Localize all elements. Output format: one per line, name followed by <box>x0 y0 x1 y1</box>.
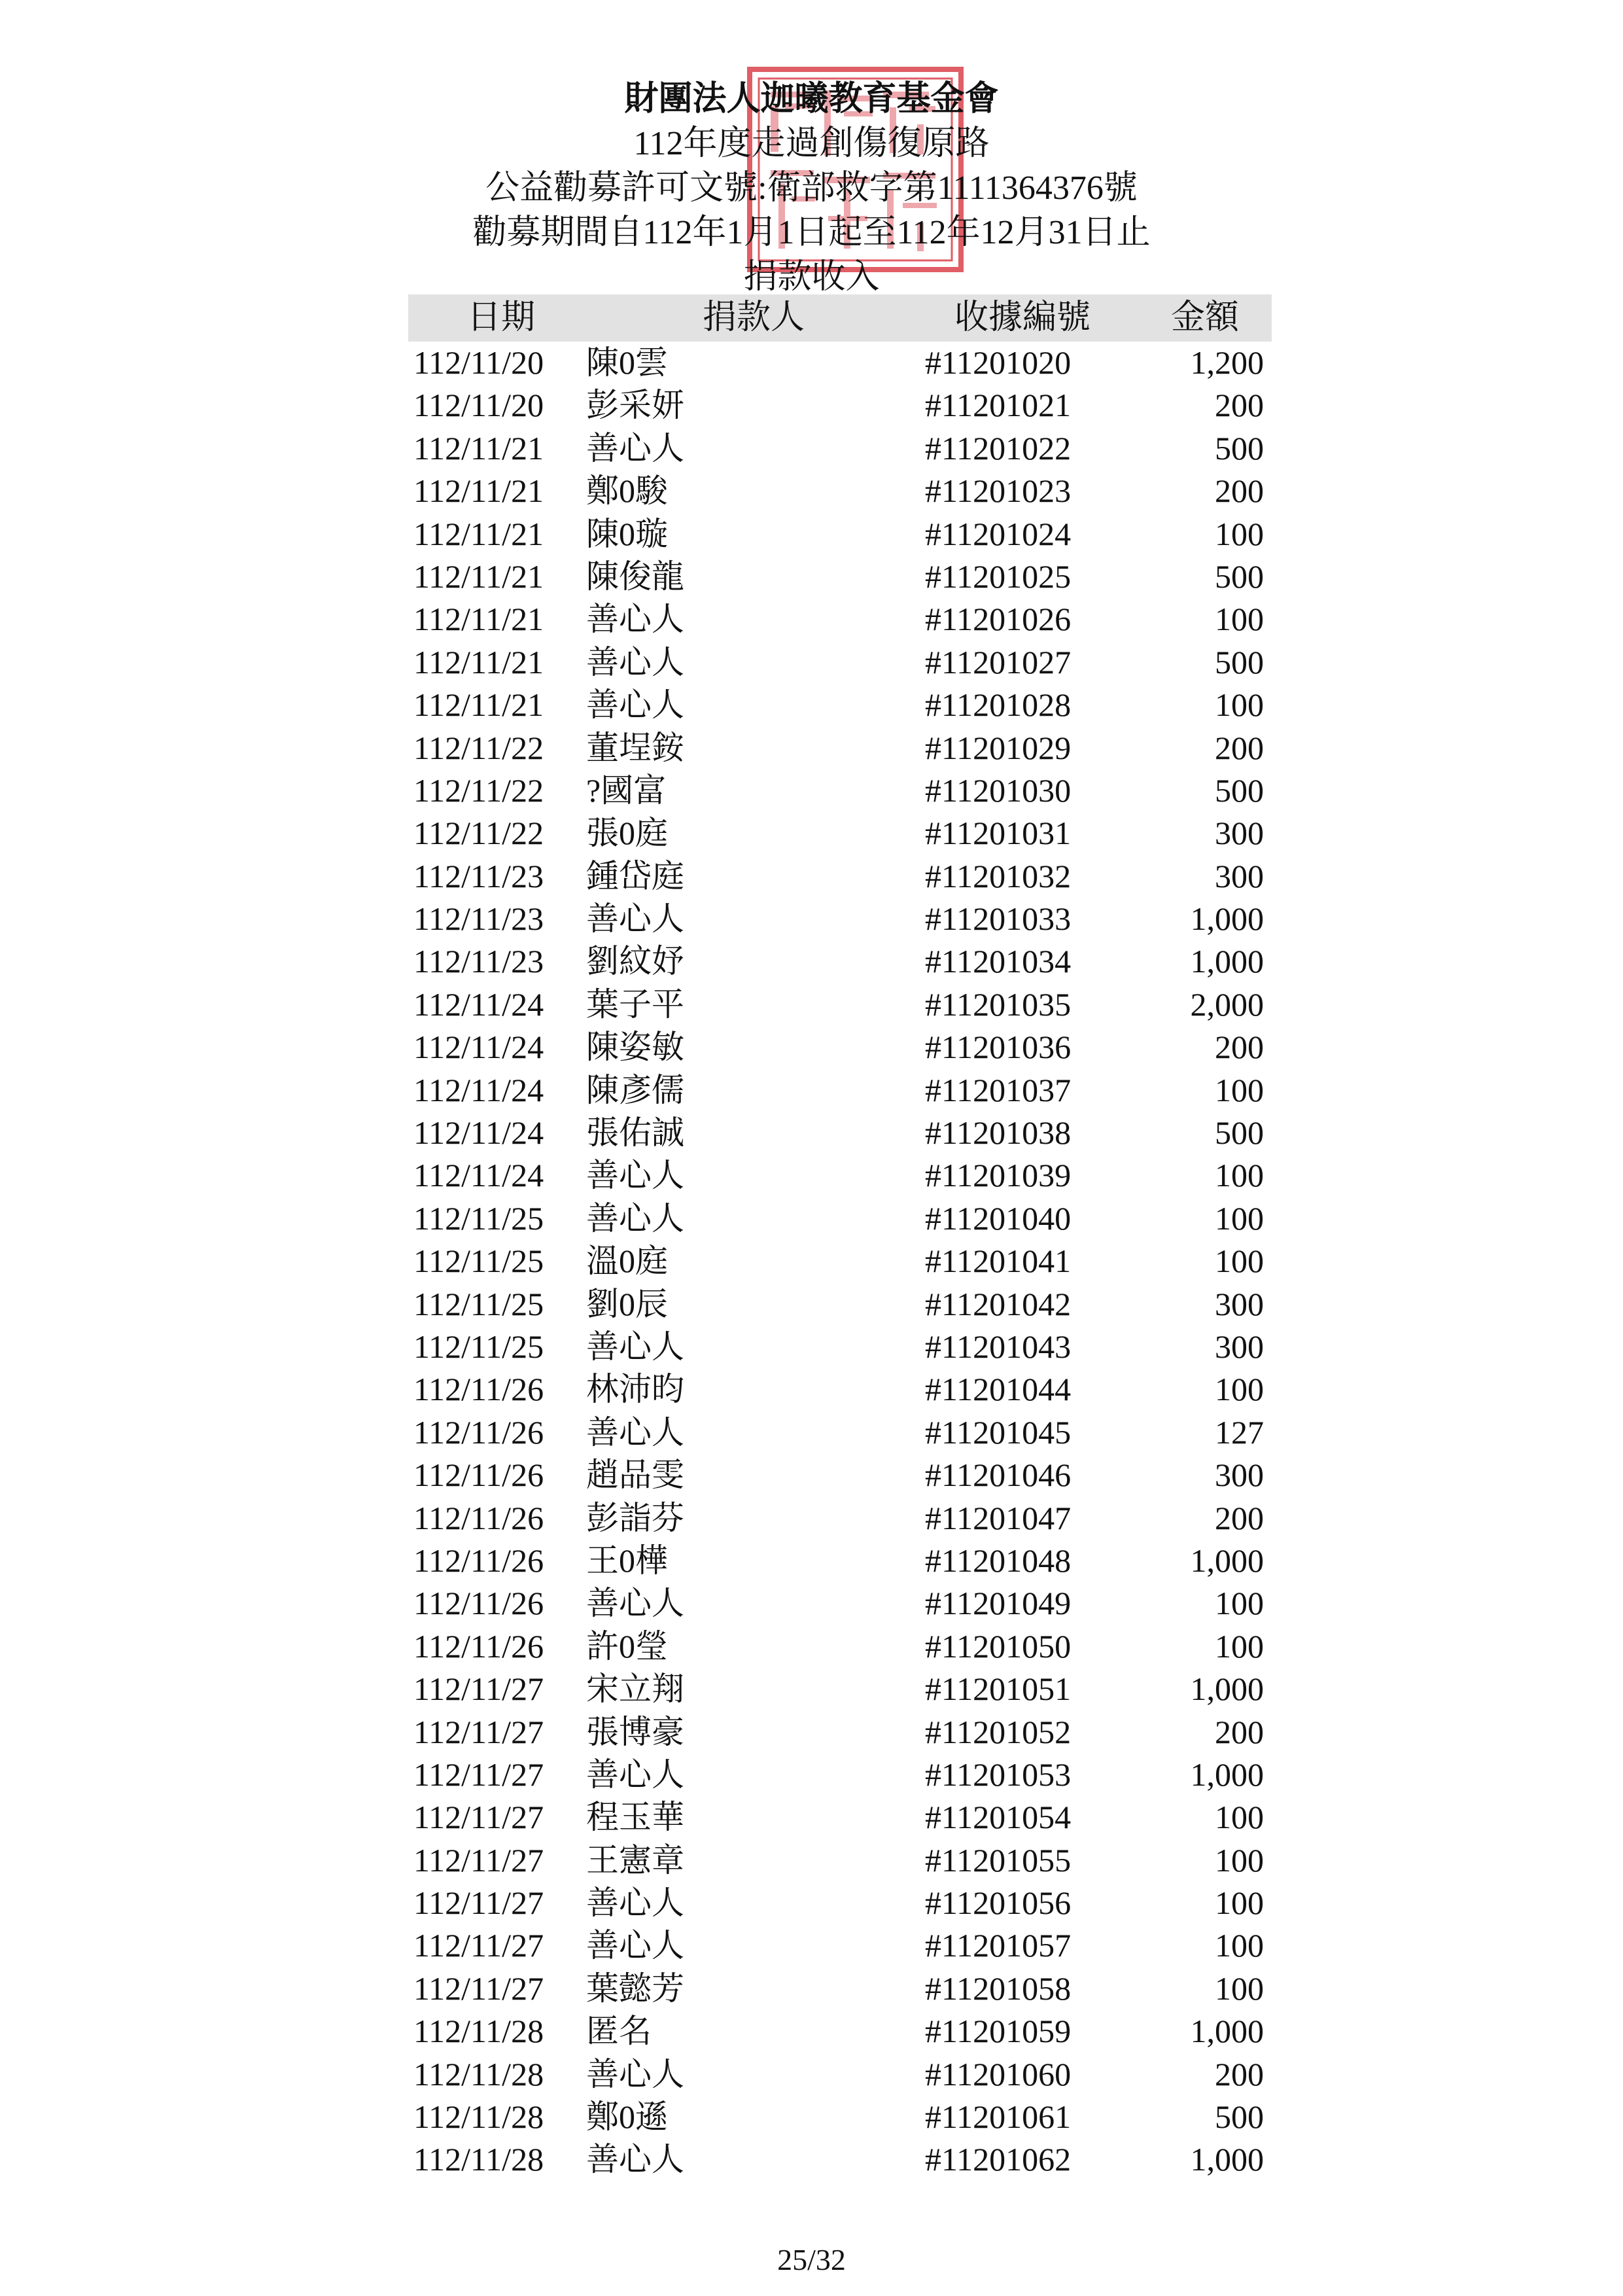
cell-donor: 劉紋妤 <box>586 943 684 980</box>
table-row <box>408 1026 1272 1069</box>
cell-date: 112/11/25 <box>413 1285 544 1322</box>
cell-donor: 善心人 <box>586 1927 684 1964</box>
cell-date: 112/11/22 <box>413 815 544 852</box>
cell-donor: 善心人 <box>586 429 684 467</box>
table-row <box>408 1112 1272 1154</box>
cell-receipt: #11201028 <box>925 686 1072 724</box>
table-row <box>408 1625 1272 1668</box>
table-row <box>408 1411 1272 1454</box>
cell-receipt: #11201034 <box>925 943 1072 980</box>
table-body <box>408 342 1272 2181</box>
table-row <box>408 769 1272 812</box>
cell-date: 112/11/24 <box>413 985 544 1023</box>
cell-amount: 500 <box>1215 429 1264 467</box>
page-number: 25/32 <box>777 2243 846 2276</box>
cell-amount: 200 <box>1215 729 1264 766</box>
cell-receipt: #11201024 <box>925 515 1072 552</box>
cell-amount: 100 <box>1215 1199 1264 1237</box>
cell-date: 112/11/22 <box>413 729 544 766</box>
cell-donor: 宋立翔 <box>586 1670 684 1708</box>
table-row <box>408 2096 1272 2138</box>
cell-amount: 100 <box>1215 515 1264 552</box>
document-heading <box>0 77 1623 300</box>
organization-name: 財團法人迦曦教育基金會 <box>624 80 999 118</box>
cell-donor: 善心人 <box>586 643 684 680</box>
cell-donor: 善心人 <box>586 1328 684 1365</box>
cell-receipt: #11201041 <box>925 1243 1072 1280</box>
cell-date: 112/11/21 <box>413 686 544 724</box>
cell-date: 112/11/21 <box>413 472 544 510</box>
table-row <box>408 1968 1272 2010</box>
cell-donor: 彭詣芬 <box>586 1499 684 1536</box>
cell-amount: 200 <box>1215 387 1264 424</box>
table-row <box>408 2010 1272 2053</box>
cell-donor: 善心人 <box>586 1884 684 1922</box>
cell-receipt: #11201031 <box>925 815 1072 852</box>
cell-amount: 200 <box>1215 1499 1264 1536</box>
cell-amount: 300 <box>1215 1328 1264 1365</box>
cell-donor: 善心人 <box>586 1756 684 1793</box>
table-row <box>408 556 1272 598</box>
cell-date: 112/11/20 <box>413 387 544 424</box>
table-row <box>408 1796 1272 1839</box>
cell-receipt: #11201035 <box>925 985 1072 1023</box>
cell-amount: 1,200 <box>1190 344 1264 381</box>
cell-date: 112/11/26 <box>413 1457 544 1494</box>
section-title: 捐款收入 <box>743 258 880 296</box>
cell-amount: 100 <box>1215 1627 1264 1665</box>
cell-donor: 彭采妍 <box>586 387 684 424</box>
cell-date: 112/11/26 <box>413 1413 544 1451</box>
cell-date: 112/11/22 <box>413 771 544 809</box>
cell-receipt: #11201047 <box>925 1499 1072 1536</box>
cell-date: 112/11/26 <box>413 1627 544 1665</box>
table-row <box>408 1882 1272 1924</box>
table-row <box>408 1240 1272 1282</box>
cell-donor: 善心人 <box>586 900 684 938</box>
cell-donor: 善心人 <box>586 601 684 638</box>
cell-amount: 100 <box>1215 1371 1264 1408</box>
cell-receipt: #11201039 <box>925 1157 1072 1194</box>
cell-date: 112/11/23 <box>413 943 544 980</box>
table-row <box>408 898 1272 940</box>
cell-date: 112/11/28 <box>413 2013 544 2050</box>
cell-receipt: #11201054 <box>925 1799 1072 1836</box>
cell-donor: 陳0雲 <box>586 344 668 381</box>
table-row <box>408 342 1272 384</box>
cell-date: 112/11/28 <box>413 2141 544 2178</box>
cell-donor: 善心人 <box>586 1585 684 1622</box>
cell-amount: 100 <box>1215 1157 1264 1194</box>
cell-donor: 葉子平 <box>586 985 684 1023</box>
table-row <box>408 684 1272 726</box>
cell-date: 112/11/27 <box>413 1799 544 1836</box>
cell-receipt: #11201033 <box>925 900 1072 938</box>
table-row <box>408 2053 1272 2096</box>
cell-amount: 500 <box>1215 2098 1264 2136</box>
cell-amount: 100 <box>1215 1884 1264 1922</box>
cell-amount: 100 <box>1215 601 1264 638</box>
cell-donor: 鍾岱庭 <box>586 857 684 894</box>
cell-receipt: #11201061 <box>925 2098 1072 2136</box>
cell-donor: 鄭0遜 <box>586 2098 668 2136</box>
cell-amount: 100 <box>1215 1841 1264 1879</box>
table-row <box>408 1197 1272 1240</box>
cell-amount: 1,000 <box>1190 2013 1264 2050</box>
donation-table <box>408 294 1272 2181</box>
table-row <box>408 1454 1272 1496</box>
cell-date: 112/11/28 <box>413 2098 544 2136</box>
cell-amount: 500 <box>1215 1114 1264 1152</box>
table-header <box>408 294 1272 342</box>
table-row <box>408 1283 1272 1326</box>
cell-donor: 王0樺 <box>586 1542 668 1579</box>
cell-date: 112/11/21 <box>413 429 544 467</box>
cell-receipt: #11201030 <box>925 771 1072 809</box>
cell-donor: 善心人 <box>586 2141 684 2178</box>
cell-receipt: #11201040 <box>925 1199 1072 1237</box>
cell-date: 112/11/27 <box>413 1756 544 1793</box>
cell-amount: 1,000 <box>1190 2141 1264 2178</box>
cell-receipt: #11201036 <box>925 1029 1072 1066</box>
cell-receipt: #11201021 <box>925 387 1072 424</box>
cell-donor: ?國富 <box>586 771 667 809</box>
cell-receipt: #11201052 <box>925 1713 1072 1750</box>
cell-amount: 500 <box>1215 771 1264 809</box>
cell-date: 112/11/23 <box>413 857 544 894</box>
cell-amount: 200 <box>1215 1029 1264 1066</box>
cell-date: 112/11/21 <box>413 601 544 638</box>
cell-donor: 陳俊龍 <box>586 557 684 595</box>
cell-receipt: #11201059 <box>925 2013 1072 2050</box>
cell-receipt: #11201057 <box>925 1927 1072 1964</box>
cell-date: 112/11/25 <box>413 1243 544 1280</box>
cell-amount: 200 <box>1215 2055 1264 2093</box>
cell-date: 112/11/24 <box>413 1029 544 1066</box>
table-row <box>408 427 1272 470</box>
cell-amount: 1,000 <box>1190 900 1264 938</box>
cell-date: 112/11/27 <box>413 1927 544 1964</box>
cell-donor: 善心人 <box>586 1157 684 1194</box>
cell-date: 112/11/21 <box>413 557 544 595</box>
table-row <box>408 384 1272 427</box>
table-row <box>408 1668 1272 1710</box>
table-row <box>408 1582 1272 1625</box>
cell-donor: 葉懿芳 <box>586 1969 684 2007</box>
table-row <box>408 1839 1272 1882</box>
cell-date: 112/11/25 <box>413 1328 544 1365</box>
cell-date: 112/11/26 <box>413 1542 544 1579</box>
cell-amount: 200 <box>1215 472 1264 510</box>
cell-amount: 1,000 <box>1190 1542 1264 1579</box>
table-row <box>408 1368 1272 1411</box>
cell-donor: 陳0璇 <box>586 515 668 552</box>
table-row <box>408 598 1272 641</box>
cell-receipt: #11201053 <box>925 1756 1072 1793</box>
cell-date: 112/11/27 <box>413 1841 544 1879</box>
cell-receipt: #11201050 <box>925 1627 1072 1665</box>
cell-amount: 300 <box>1215 815 1264 852</box>
cell-amount: 100 <box>1215 686 1264 724</box>
cell-donor: 鄭0駿 <box>586 472 668 510</box>
cell-donor: 林沛昀 <box>586 1371 684 1408</box>
cell-donor: 董埕銨 <box>586 729 684 766</box>
table-row <box>408 1497 1272 1540</box>
cell-receipt: #11201058 <box>925 1969 1072 2007</box>
fundraising-period: 勸募期間自112年1月1日起至112年12月31日止 <box>472 214 1151 251</box>
table-row <box>408 855 1272 898</box>
table-row <box>408 983 1272 1026</box>
cell-date: 112/11/27 <box>413 1670 544 1708</box>
cell-date: 112/11/21 <box>413 515 544 552</box>
cell-date: 112/11/25 <box>413 1199 544 1237</box>
cell-date: 112/11/24 <box>413 1157 544 1194</box>
cell-receipt: #11201022 <box>925 429 1072 467</box>
cell-donor: 許0瑩 <box>586 1627 668 1665</box>
cell-amount: 1,000 <box>1190 1670 1264 1708</box>
table-row <box>408 1154 1272 1197</box>
table-row <box>408 1754 1272 1796</box>
cell-amount: 500 <box>1215 643 1264 680</box>
table-row <box>408 727 1272 769</box>
cell-amount: 100 <box>1215 1585 1264 1622</box>
cell-amount: 1,000 <box>1190 1756 1264 1793</box>
cell-date: 112/11/26 <box>413 1585 544 1622</box>
table-row <box>408 1326 1272 1368</box>
cell-receipt: #11201048 <box>925 1542 1072 1579</box>
cell-donor: 張0庭 <box>586 815 668 852</box>
table-row <box>408 1540 1272 1582</box>
cell-amount: 300 <box>1215 1285 1264 1322</box>
table-row <box>408 1711 1272 1754</box>
cell-receipt: #11201025 <box>925 557 1072 595</box>
cell-donor: 善心人 <box>586 1413 684 1451</box>
cell-receipt: #11201045 <box>925 1413 1072 1451</box>
cell-donor: 陳彥儒 <box>586 1071 684 1108</box>
cell-donor: 善心人 <box>586 2055 684 2093</box>
cell-amount: 100 <box>1215 1799 1264 1836</box>
cell-donor: 陳姿敏 <box>586 1029 684 1066</box>
table-row <box>408 1069 1272 1112</box>
cell-donor: 善心人 <box>586 686 684 724</box>
cell-donor: 劉0辰 <box>586 1285 668 1322</box>
cell-donor: 程玉華 <box>586 1799 684 1836</box>
cell-receipt: #11201032 <box>925 857 1072 894</box>
cell-donor: 張佑誠 <box>586 1114 684 1152</box>
cell-receipt: #11201051 <box>925 1670 1072 1708</box>
cell-amount: 2,000 <box>1190 985 1264 1023</box>
table-row <box>408 2138 1272 2181</box>
column-header-date: 日期 <box>467 299 536 336</box>
cell-amount: 100 <box>1215 1969 1264 2007</box>
table-row <box>408 812 1272 855</box>
cell-receipt: #11201037 <box>925 1071 1072 1108</box>
project-title: 112年度走過創傷復原路 <box>633 125 990 162</box>
cell-amount: 100 <box>1215 1927 1264 1964</box>
table-row <box>408 641 1272 684</box>
cell-receipt: #11201062 <box>925 2141 1072 2178</box>
cell-receipt: #11201026 <box>925 601 1072 638</box>
cell-date: 112/11/24 <box>413 1114 544 1152</box>
cell-receipt: #11201055 <box>925 1841 1072 1879</box>
cell-amount: 300 <box>1215 1457 1264 1494</box>
cell-receipt: #11201056 <box>925 1884 1072 1922</box>
cell-receipt: #11201027 <box>925 643 1072 680</box>
column-header-receipt: 收據編號 <box>954 299 1091 336</box>
cell-receipt: #11201042 <box>925 1285 1072 1322</box>
table-row <box>408 940 1272 983</box>
cell-amount: 100 <box>1215 1071 1264 1108</box>
column-header-donor: 捐款人 <box>703 299 805 336</box>
cell-donor: 溫0庭 <box>586 1243 668 1280</box>
cell-donor: 善心人 <box>586 1199 684 1237</box>
cell-date: 112/11/24 <box>413 1071 544 1108</box>
cell-donor: 匿名 <box>586 2013 652 2050</box>
table-row <box>408 513 1272 556</box>
cell-date: 112/11/23 <box>413 900 544 938</box>
cell-donor: 張博豪 <box>586 1713 684 1750</box>
cell-receipt: #11201043 <box>925 1328 1072 1365</box>
table-row <box>408 470 1272 512</box>
cell-amount: 300 <box>1215 857 1264 894</box>
cell-receipt: #11201046 <box>925 1457 1072 1494</box>
cell-amount: 127 <box>1215 1413 1264 1451</box>
cell-donor: 趙品雯 <box>586 1457 684 1494</box>
cell-donor: 王憲章 <box>586 1841 684 1879</box>
cell-receipt: #11201023 <box>925 472 1072 510</box>
cell-date: 112/11/26 <box>413 1371 544 1408</box>
column-header-amount: 金額 <box>1170 299 1239 336</box>
cell-receipt: #11201060 <box>925 2055 1072 2093</box>
cell-receipt: #11201049 <box>925 1585 1072 1622</box>
cell-receipt: #11201038 <box>925 1114 1072 1152</box>
cell-amount: 100 <box>1215 1243 1264 1280</box>
permit-number: 公益勸募許可文號:衛部救字第1111364376號 <box>485 169 1138 207</box>
table-row <box>408 1924 1272 1967</box>
cell-amount: 500 <box>1215 557 1264 595</box>
cell-receipt: #11201029 <box>925 729 1072 766</box>
cell-date: 112/11/26 <box>413 1499 544 1536</box>
cell-date: 112/11/28 <box>413 2055 544 2093</box>
cell-date: 112/11/21 <box>413 643 544 680</box>
cell-date: 112/11/20 <box>413 344 544 381</box>
cell-date: 112/11/27 <box>413 1884 544 1922</box>
cell-receipt: #11201044 <box>925 1371 1072 1408</box>
cell-date: 112/11/27 <box>413 1713 544 1750</box>
cell-amount: 1,000 <box>1190 943 1264 980</box>
cell-receipt: #11201020 <box>925 344 1072 381</box>
cell-date: 112/11/27 <box>413 1969 544 2007</box>
cell-amount: 200 <box>1215 1713 1264 1750</box>
